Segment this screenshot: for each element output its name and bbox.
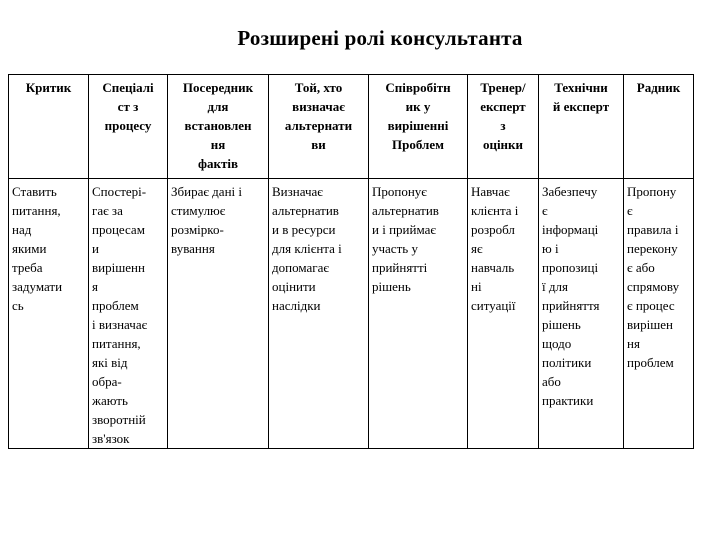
cell-alternatives-identifier: Визначає альтернатив и в ресурси для клієнта і допомагає оцінити наслідки	[269, 179, 369, 449]
header-process-specialist: Спеціалі ст з процесу	[89, 75, 168, 179]
cell-fact-finder: Збирає дані і стимулює розмірко- вування	[168, 179, 269, 449]
cell-technical-expert: Забезпечу є інформаці ю і пропозиці ї для прийняття рішень щодо політики або практики	[539, 179, 624, 449]
header-technical-expert: Технічни й експерт	[539, 75, 624, 179]
table-header-row	[9, 75, 694, 179]
header-alternatives-identifier: Той, хто визначає альтернати ви	[269, 75, 369, 179]
page-title: Розширені ролі консультанта	[237, 26, 523, 50]
table-row	[9, 179, 694, 449]
roles-table	[8, 74, 694, 449]
header-problem-solving-collaborator: Співробітн ик у вирішенні Проблем	[369, 75, 468, 179]
cell-problem-solving-collaborator: Пропонує альтернатив и і приймає участь у прийнятті рішень	[369, 179, 468, 449]
cell-trainer-evaluator: Навчає клієнта і розробл яє навчаль ні ситуації	[468, 179, 539, 449]
header-critic: Критик	[9, 75, 89, 179]
header-trainer-evaluator: Тренер/ експерт з оцінки	[468, 75, 539, 179]
cell-critic: Ставить питання, над якими треба задумати сь	[9, 179, 89, 449]
header-advisor: Радник	[624, 75, 694, 179]
header-fact-finder: Посередник для встановлен ня фактів	[168, 75, 269, 179]
cell-advisor: Пропону є правила і перекону є або спрямову є процес вирішен ня проблем	[624, 179, 694, 449]
cell-process-specialist: Спостері- гає за процесам и вирішенн я проблем і визначає питання, які від обра- жають зворотній зв'язок	[89, 179, 168, 449]
